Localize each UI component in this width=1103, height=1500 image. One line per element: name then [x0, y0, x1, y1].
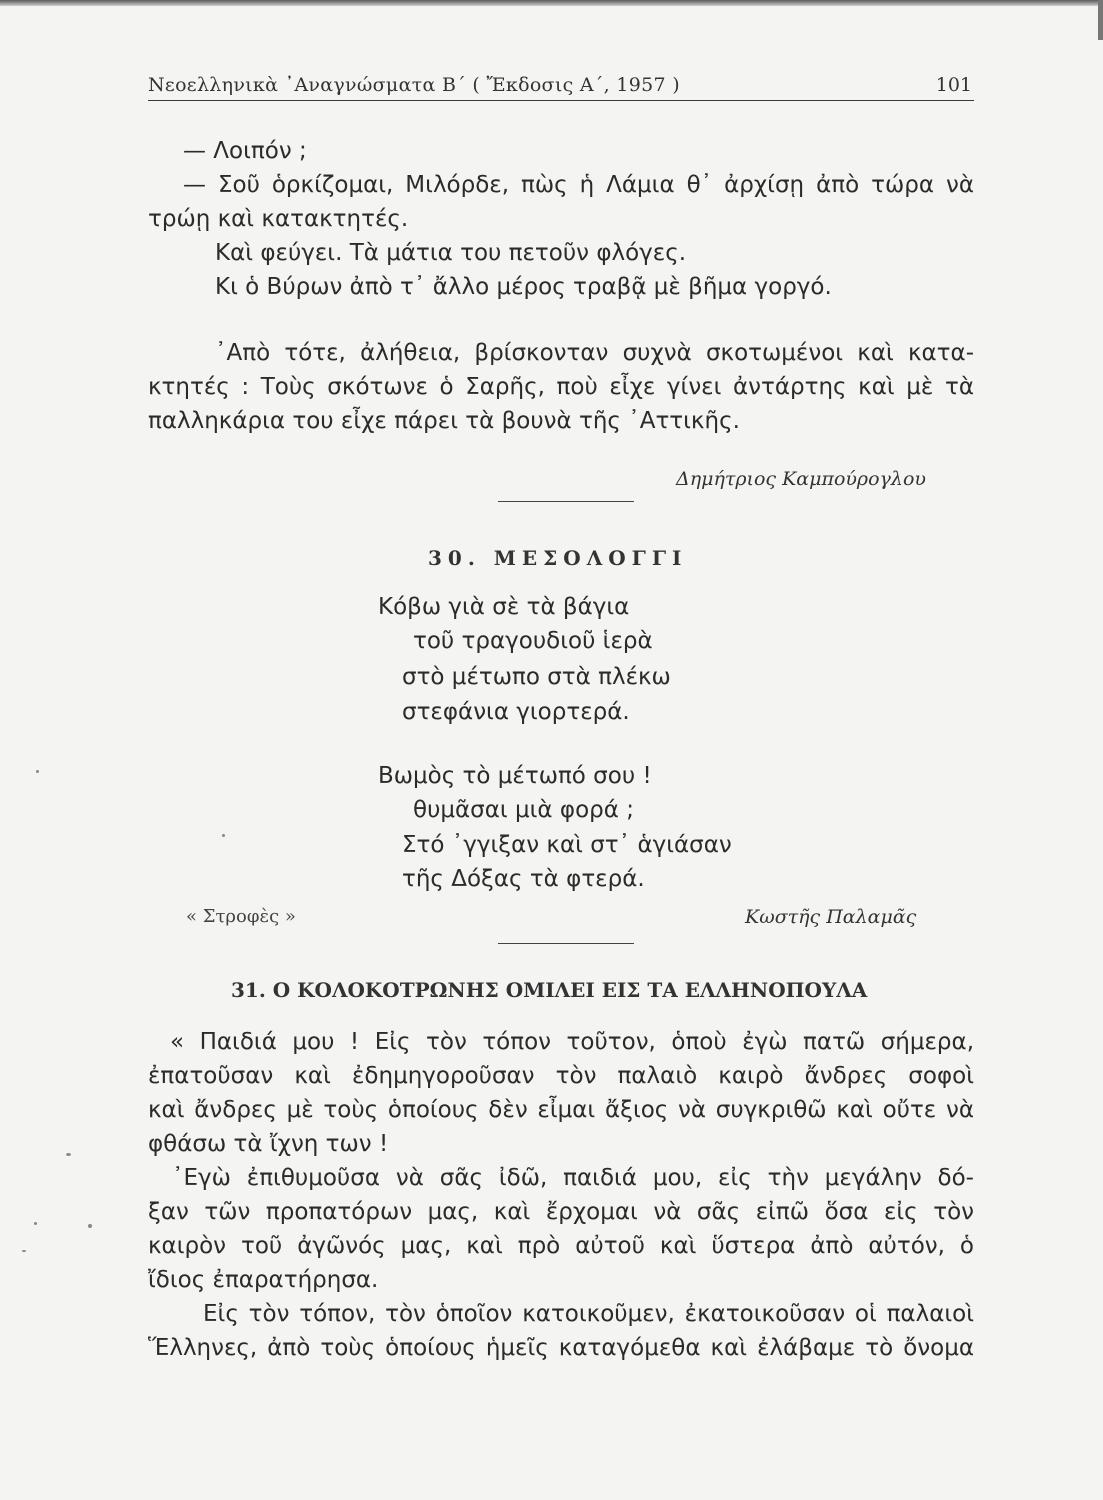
paragraph-line: Εἰς τὸν τόπον, τὸν ὁποῖον κατοικοῦμεν, ἐκατοικοῦσαν οἱ παλαιοὶ [203, 1301, 974, 1327]
paragraph-line: φθάσω τὰ ἴχνη των ! [148, 1131, 389, 1157]
poem-source: « Στροφὲς » [186, 906, 296, 927]
section-title: 31. Ο ΚΟΛΟΚΟΤΡΩΝΗΣ ΟΜΙΛΕΙ ΕΙΣ ΤΑ ΕΛΛΗΝΟΠΟΥΛΑ [231, 978, 868, 1002]
paragraph-line: καιρὸν τοῦ ἀγῶνός μας, καὶ πρὸ αὐτοῦ καὶ ὕστερα ἀπὸ αὐτόν, ὁ [148, 1233, 974, 1259]
text-line: τρώῃ καὶ κατακτητές. [148, 206, 409, 232]
scan-speck [22, 1250, 26, 1252]
dialogue-line: — Λοιπόν ; [183, 138, 307, 164]
scan-speck [88, 1224, 92, 1228]
paragraph-line: ᾿Εγὼ ἐπιθυμοῦσα νὰ σᾶς ἰδῶ, παιδιά μου, εἰς τὴν μεγάλην δό- [172, 1165, 974, 1191]
paragraph-line: « Παιδιά μου ! Εἰς τὸν τόπον τοῦτον, ὁποὺ ἐγὼ πατῶ σήμερα, [170, 1029, 974, 1055]
verse-line: στεφάνια γιορτερά. [402, 699, 630, 725]
scan-speck [34, 1222, 37, 1225]
scan-speck [66, 1153, 71, 1156]
paragraph-line: ἐπατοῦσαν καὶ ἐδημηγοροῦσαν τὸν παλαιὸ καιρὸ ἄνδρες σοφοὶ [148, 1063, 974, 1089]
verse-line: τῆς Δόξας τὰ φτερά. [402, 866, 645, 892]
paragraph-line: καὶ ἄνδρες μὲ τοὺς ὁποίους δὲν εἶμαι ἄξιος νὰ συγκριθῶ καὶ οὔτε νὰ [148, 1097, 974, 1123]
text-line: Κι ὁ Βύρων ἀπὸ τ᾿ ἄλλο μέρος τραβᾷ μὲ βῆμα γοργό. [215, 274, 832, 300]
poem-title: 30. ΜΕΣΟΛΟΓΓΙ [428, 546, 688, 570]
verse-line: Κόβω γιὰ σὲ τὰ βάγια [378, 594, 630, 620]
scan-speck [36, 770, 39, 773]
paragraph-line: παλληκάρια του εἶχε πάρει τὰ βουνὰ τῆς ᾿Αττικῆς. [148, 408, 740, 434]
author-signature: Κωστῆς Παλαμᾶς [745, 906, 917, 928]
paragraph-line: κτητές : Τοὺς σκότωνε ὁ Σαρῆς, ποὺ εἶχε γίνει ἀντάρτης καὶ μὲ τὰ [148, 374, 974, 400]
paragraph-line: ἴδιος ἐπαρατήρησα. [148, 1267, 379, 1293]
paragraph-line: ξαν τῶν προπατόρων μας, καὶ ἔρχομαι νὰ σᾶς εἰπῶ ὅσα εἰς τὸν [148, 1199, 974, 1225]
section-divider [498, 943, 634, 944]
verse-line: τοῦ τραγουδιοῦ ἱερὰ [413, 628, 653, 654]
section-divider [498, 501, 634, 502]
running-header [148, 70, 974, 101]
scan-speck [222, 834, 225, 837]
scan-edge [0, 0, 1103, 6]
header-title: Νεοελληνικὰ ᾿Αναγνώσματα Β΄ ( Ἔκδοσις Α΄, 1957 ) [148, 74, 680, 96]
verse-line: Στό ᾿γγιξαν καὶ στ᾿ ἁγιάσαν [402, 832, 732, 858]
text-line: Καὶ φεύγει. Τὰ μάτια του πετοῦν φλόγες. [215, 240, 687, 266]
verse-line: θυμᾶσαι μιὰ φορά ; [413, 797, 634, 823]
page-number: 101 [935, 74, 972, 96]
paragraph-line: ᾿Απὸ τότε, ἀλήθεια, βρίσκονταν συχνὰ σκοτωμένοι καὶ κατα- [215, 340, 974, 366]
verse-line: στὸ μέτωπο στὰ πλέκω [402, 664, 671, 690]
paragraph-line: Ἕλληνες, ἀπὸ τοὺς ὁποίους ἡμεῖς καταγόμεθα καὶ ἐλάβαμε τὸ ὄνομα [148, 1335, 974, 1361]
scan-edge-corner [1098, 0, 1103, 40]
verse-line: Βωμὸς τὸ μέτωπό σου ! [378, 763, 652, 789]
author-signature: Δημήτριος Καμπούρογλου [676, 468, 926, 490]
dialogue-line: — Σοῦ ὁρκίζομαι, Μιλόρδε, πὼς ἡ Λάμια θ᾿ ἀρχίσῃ ἀπὸ τώρα νὰ [183, 172, 974, 198]
